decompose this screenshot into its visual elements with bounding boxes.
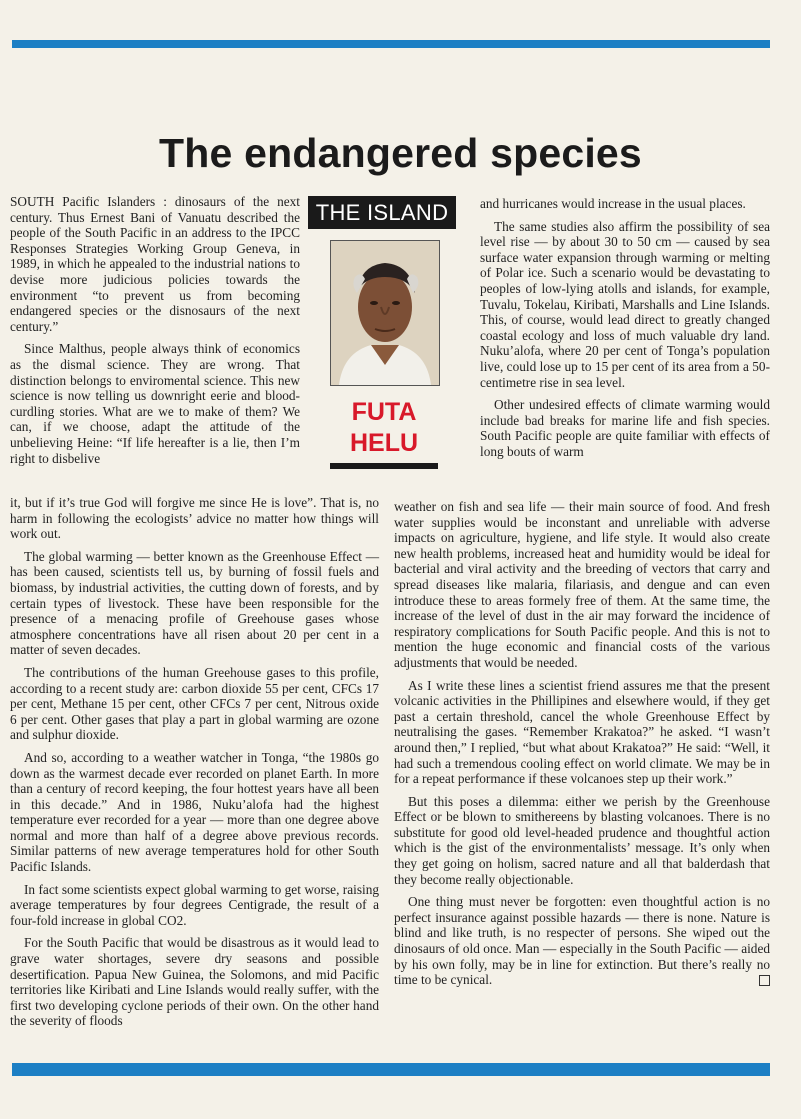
page-title: The endangered species — [159, 130, 642, 176]
paragraph-final — [394, 894, 770, 988]
paragraph: SOUTH Pacific Islanders : dinosaurs of the next century. Thus Ernest Bani of Vanuatu described the people of the South Pacific in an address to the IPCC Responses Strategies Working Group Geneva, in 1989, in which he appealed to the industrial nations to devise more judicious policies towards the environment “to prevent us from becoming endangered species or the disnosaurs of the next century.” — [10, 194, 300, 334]
paragraph: Other undesired effects of climate warming would include bad breaks for marine life and fish species. South Pacific people are quite familiar with effects of long bouts of warm — [480, 397, 770, 459]
author-portrait-illustration — [331, 241, 439, 385]
paragraph: For the South Pacific that would be disastrous as it would lead to grave water shortages, severe dry seasons and possible desertification. Papua New Guinea, the Solomons, and mid Pacific territories like Kiribati and Line Islands would really suffer, with the first two developing cyclone periods of their own. On the other hand the severity of floods — [10, 935, 379, 1029]
author-first-name: FUTA — [351, 398, 417, 426]
article-column-left-bottom — [10, 495, 379, 1036]
article-column-right-bottom — [394, 499, 770, 995]
paragraph: But this poses a dilemma: either we perish by the Greenhouse Effect or be blown to smithereens by blasting volcanoes. There is no substitute for good old level-headed prudence and thoughtful action which is the gist of the environmentalists’ message. It’s only when they get going on holism, sacred nature and all that balderdash that they become really objectionable. — [394, 793, 770, 887]
bottom-accent-bar — [12, 1063, 770, 1076]
article-column-right-top — [480, 196, 770, 467]
end-of-article-mark — [759, 975, 770, 986]
article-column-left-top — [10, 194, 300, 473]
column-badge: THE ISLAND — [308, 196, 456, 229]
author-name — [330, 397, 438, 459]
paragraph: weather on fish and sea life — their main source of food. And fresh water supplies would be inconstant and unreliable with adverse impacts on agriculture, hygiene, and life style. It would also create new health problems, increased heat and humidity would be ideal for bacterial and viral activity and the breeding of vectors that carry and spread diseases like malaria, filariasis, and dengue and can even introduce these to areas formely free of them. At the same time, the increase of the level of dust in the air may forward the incidence of respiratory complications for South Pacific people. And this is not to mention the huge economic and financial costs of the various adjustments that would be needed. — [394, 499, 770, 670]
author-photo — [330, 240, 440, 386]
author-last-name: HELU — [349, 429, 419, 457]
paragraph: it, but if it’s true God will forgive me since He is love”. That is, no harm in following the ecologists’ advice no matter how things will work out. — [10, 495, 379, 542]
paragraph: And so, according to a weather watcher in Tonga, “the 1980s go down as the warmest decade ever recorded on planet Earth. In more than a century of record keeping, the four hottest years have all been in this decade.” And in 1986, Nuku’alofa had the highest temperature ever recorded for a year — more than one degree above normal and more than half of a degree above previous records. Similar patterns of new average temperatures hold for other South Pacific Islands. — [10, 749, 379, 875]
paragraph: The global warming — better known as the Greenhouse Effect — has been caused, scientists tell us, by burning of fossil fuels and biomass, by industrial activities, the cutting down of forests, and by certain types of livestock. These have been responsible for the presence of a menacing profile of Greehouse gases whose atmosphere concentrations have all risen about 20 per cent in a matter of seven decades. — [10, 548, 379, 658]
paragraph: The contributions of the human Greehouse gases to this profile, according to a recent study are: carbon dioxide 55 per cent, CFCs 17 per cent, Methane 15 per cent, other CFCs 7 per cent, Nitrous oxide 6 per cent. Other gases that play a part in global warming are ozone and sulphur dioxide. — [10, 664, 379, 743]
paragraph: Since Malthus, people always think of economics as the dismal science. They are wrong. That distinction belongs to enviromental science. This new science is now telling us downright eerie and blood-curdling stories. What are we to make of them? We can, if we choose, adapt the attitude of the unbelieving Heine: “If life hereafter is a lie, then I’m right to disbelive — [10, 341, 300, 466]
top-accent-bar — [12, 40, 770, 48]
paragraph: As I write these lines a scientist friend assures me that the present volcanic activities in the Phillipines and elsewhere would, if they get past a certain threshold, cancel the whole Greenhouse Effect by neutralising the gases. “Remember Krakatoa?” he asked. “I wasn’t around then,” I replied, “but what about Krakatoa?” He said: “Well, it had such a tremendous cooling effect on world climate. We may be in for a repeat performance if these volcanoes step up their work.” — [394, 677, 770, 787]
paragraph: In fact some scientists expect global warming to get worse, raising average temperatures by four degrees Centigrade, the result of a four-fold increase in global CO2. — [10, 881, 379, 928]
paragraph: The same studies also affirm the possibility of sea level rise — by about 30 to 50 cm — caused by sea surface water expansion through warming or melting of Polar ice. Such a scenario would be devastating to peoples of low-lying atolls and islands, for example, Tuvalu, Tokelau, Kiribati, Marshalls and Line Islands. This, of course, would lead direct to greatly changed coastal ecology and loss of much valuable dry land. Nuku’alofa, where 20 per cent of Tonga’s population live, could lose up to 15 per cent of its area from a 50-centimetre rise in sea level. — [480, 218, 770, 390]
paragraph: and hurricanes would increase in the usual places. — [480, 196, 746, 211]
author-rule — [330, 463, 438, 469]
paragraph-text: One thing must never be forgotten: even thoughtful action is no perfect insurance against possible hazards — there is none. Nature is blind and like truth, is no respecter of persons. She wiped out the dinosaurs of old once. Man — especially in the South Pacific — aided by his own folly, may be in line for extinction. But there’s really no time to be cynical. — [394, 894, 770, 988]
